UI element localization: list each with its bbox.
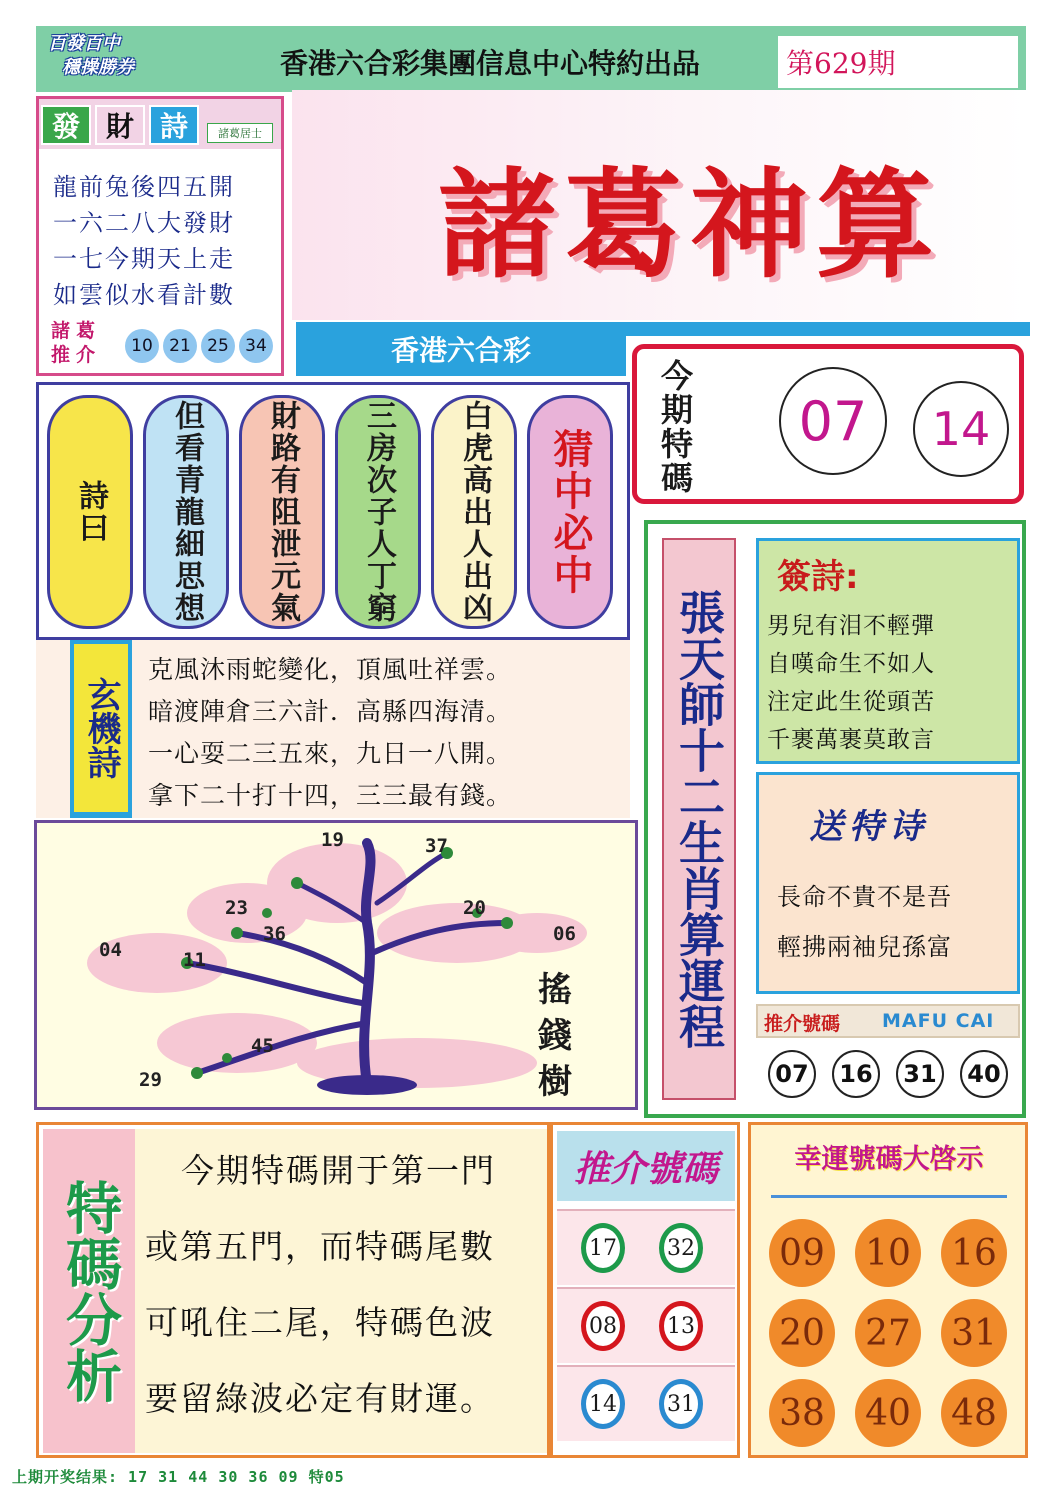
rec-ball-4: 40	[960, 1050, 1008, 1098]
lucky-ball: 16	[941, 1219, 1007, 1287]
fortune-rec-ball-3: 25	[201, 329, 235, 363]
lucky-ball: 20	[769, 1299, 835, 1367]
recommend-ball: 08	[581, 1301, 625, 1351]
rec-numbers-bar	[756, 1004, 1020, 1038]
rec-numbers-label: 推介號碼	[764, 1013, 841, 1035]
poem-column-3: 財路有阻泄元氣	[239, 395, 325, 629]
lucky-title-divider	[771, 1195, 1007, 1198]
poem-column-4: 三房次子人丁窮	[335, 395, 421, 629]
rec-ball-2: 16	[832, 1050, 880, 1098]
send-line-1: 長命不貴不是吾	[777, 883, 952, 911]
analysis-line-3: 可吼住二尾，特碼色波	[145, 1303, 495, 1342]
recommend-row-2	[557, 1287, 735, 1363]
tree-number-36: 36	[263, 923, 286, 945]
lucky-ball: 38	[769, 1379, 835, 1447]
issue-number: 第629期	[778, 36, 1018, 88]
fortune-line-4: 如雲似水看計數	[53, 281, 235, 309]
fortune-poem-box	[36, 96, 284, 376]
poem-column-5: 白虎高出人出凶	[431, 395, 517, 629]
fortune-line-2: 一六二八大發財	[53, 209, 235, 237]
recommend-ball: 17	[581, 1223, 625, 1273]
fortune-char-3: 詩	[149, 105, 199, 145]
recommend-ball: 32	[659, 1223, 703, 1273]
sign-line-2: 自嘆命生不如人	[767, 651, 935, 677]
fortune-rec-label: 諸葛推介	[51, 320, 102, 366]
brand-label: MAFU CAI	[882, 1010, 995, 1032]
slogan-line-2: 穩操勝券	[62, 57, 134, 78]
special-analysis-label-frame	[43, 1129, 135, 1453]
tree-number-11: 11	[183, 949, 206, 971]
lucky-ball: 31	[941, 1299, 1007, 1367]
sign-line-3: 注定此生從頭苦	[767, 689, 935, 715]
fortune-line-3: 一七今期天上走	[53, 245, 235, 273]
page-title: 諸葛神算	[437, 155, 942, 294]
tree-number-29: 29	[139, 1069, 162, 1091]
recommend-row-1	[557, 1209, 735, 1285]
mystic-line-3: 一心耍二三五來，九日一八開。	[148, 739, 513, 768]
mystic-poem-label-frame	[70, 640, 132, 818]
send-poem-box	[756, 772, 1020, 994]
fortune-rec-ball-4: 34	[239, 329, 273, 363]
special-analysis-body	[135, 1129, 547, 1453]
fortune-char-1: 發	[41, 105, 91, 145]
recommend-ball: 14	[581, 1379, 625, 1429]
hk-lotto-label: 香港六合彩	[296, 322, 626, 376]
money-tree-box	[34, 820, 638, 1110]
sign-line-4: 千裹萬裹莫敢言	[767, 727, 935, 753]
poem-columns-box	[36, 382, 630, 640]
analysis-line-4: 要留綠波必定有財運。	[145, 1379, 495, 1418]
recommend-ball: 31	[659, 1379, 703, 1429]
tree-number-06: 06	[553, 923, 576, 945]
tree-number-20: 20	[463, 897, 486, 919]
recommend-row-3	[557, 1365, 735, 1441]
send-line-2: 輕拂兩袖兒孫富	[777, 933, 952, 961]
fortune-line-1: 龍前兔後四五開	[53, 173, 235, 201]
mystic-poem-box	[36, 640, 630, 818]
fortune-rec-ball-2: 21	[163, 329, 197, 363]
recommend-ball: 13	[659, 1301, 703, 1351]
special-ball-2: 14	[913, 381, 1009, 477]
recommended-numbers-box	[550, 1122, 740, 1458]
special-ball-1: 07	[779, 367, 887, 475]
tree-number-37: 37	[425, 835, 448, 857]
poem-column-2: 但看青龍細思想	[143, 395, 229, 629]
analysis-line-2: 或第五門，而特碼尾數	[145, 1227, 495, 1266]
rec-ball-3: 31	[896, 1050, 944, 1098]
special-code-label: 今期特碼	[661, 357, 694, 497]
last-draw-result: 上期开奖结果: 17 31 44 30 36 09 特05	[12, 1468, 345, 1486]
lucky-numbers-title: 幸運號碼大啓示	[794, 1144, 984, 1175]
lucky-ball: 09	[769, 1219, 835, 1287]
tree-number-04: 04	[99, 939, 122, 961]
fortune-char-2: 財	[95, 105, 145, 145]
special-analysis-box	[36, 1122, 550, 1458]
recommended-numbers-title: 推介號碼	[557, 1131, 735, 1201]
mystic-poem-label: 玄機詩	[74, 644, 128, 812]
sign-poem-title: 簽詩:	[777, 557, 859, 597]
lucky-ball: 40	[855, 1379, 921, 1447]
sign-line-1: 男兒有泪不輕彈	[767, 613, 935, 639]
special-code-box	[632, 344, 1024, 504]
tree-number-19: 19	[321, 829, 344, 851]
rec-ball-1: 07	[768, 1050, 816, 1098]
slogan-line-1: 百發百中	[48, 33, 120, 54]
poem-column-1: 詩曰	[47, 395, 133, 629]
tree-number-45: 45	[251, 1035, 274, 1057]
zhang-tianshi-label: 張天師十二生肖算運程	[672, 589, 726, 1049]
send-poem-title: 送特诗	[809, 807, 929, 847]
mystic-line-2: 暗渡陣倉三六計．高縣四海清。	[148, 697, 513, 726]
mystic-line-1: 克風沐雨蛇變化，頂風吐祥雲。	[148, 655, 513, 684]
slogan	[48, 32, 198, 86]
fortune-poem-header	[39, 99, 281, 149]
special-analysis-label: 特碼分析	[57, 1179, 122, 1403]
zhang-tianshi-banner	[662, 538, 736, 1100]
lucky-ball: 10	[855, 1219, 921, 1287]
poem-column-6: 猜中必中	[527, 395, 613, 629]
lucky-ball: 27	[855, 1299, 921, 1367]
money-tree-label: 搖錢樹	[538, 970, 572, 1102]
lucky-ball: 48	[941, 1379, 1007, 1447]
tree-number-23: 23	[225, 897, 248, 919]
mystic-line-4: 拿下二十打十四，三三最有錢。	[148, 781, 513, 810]
blue-band	[626, 322, 1030, 336]
lucky-numbers-box	[748, 1122, 1028, 1458]
fortune-badge: 諸葛居士	[207, 123, 273, 143]
publisher-text: 香港六合彩集團信息中心特約出品	[279, 47, 700, 80]
analysis-line-1: 今期特碼開于第一門	[181, 1151, 496, 1190]
zodiac-fortune-panel	[644, 520, 1026, 1118]
sign-poem-box	[756, 538, 1020, 764]
fortune-rec-ball-1: 10	[125, 329, 159, 363]
